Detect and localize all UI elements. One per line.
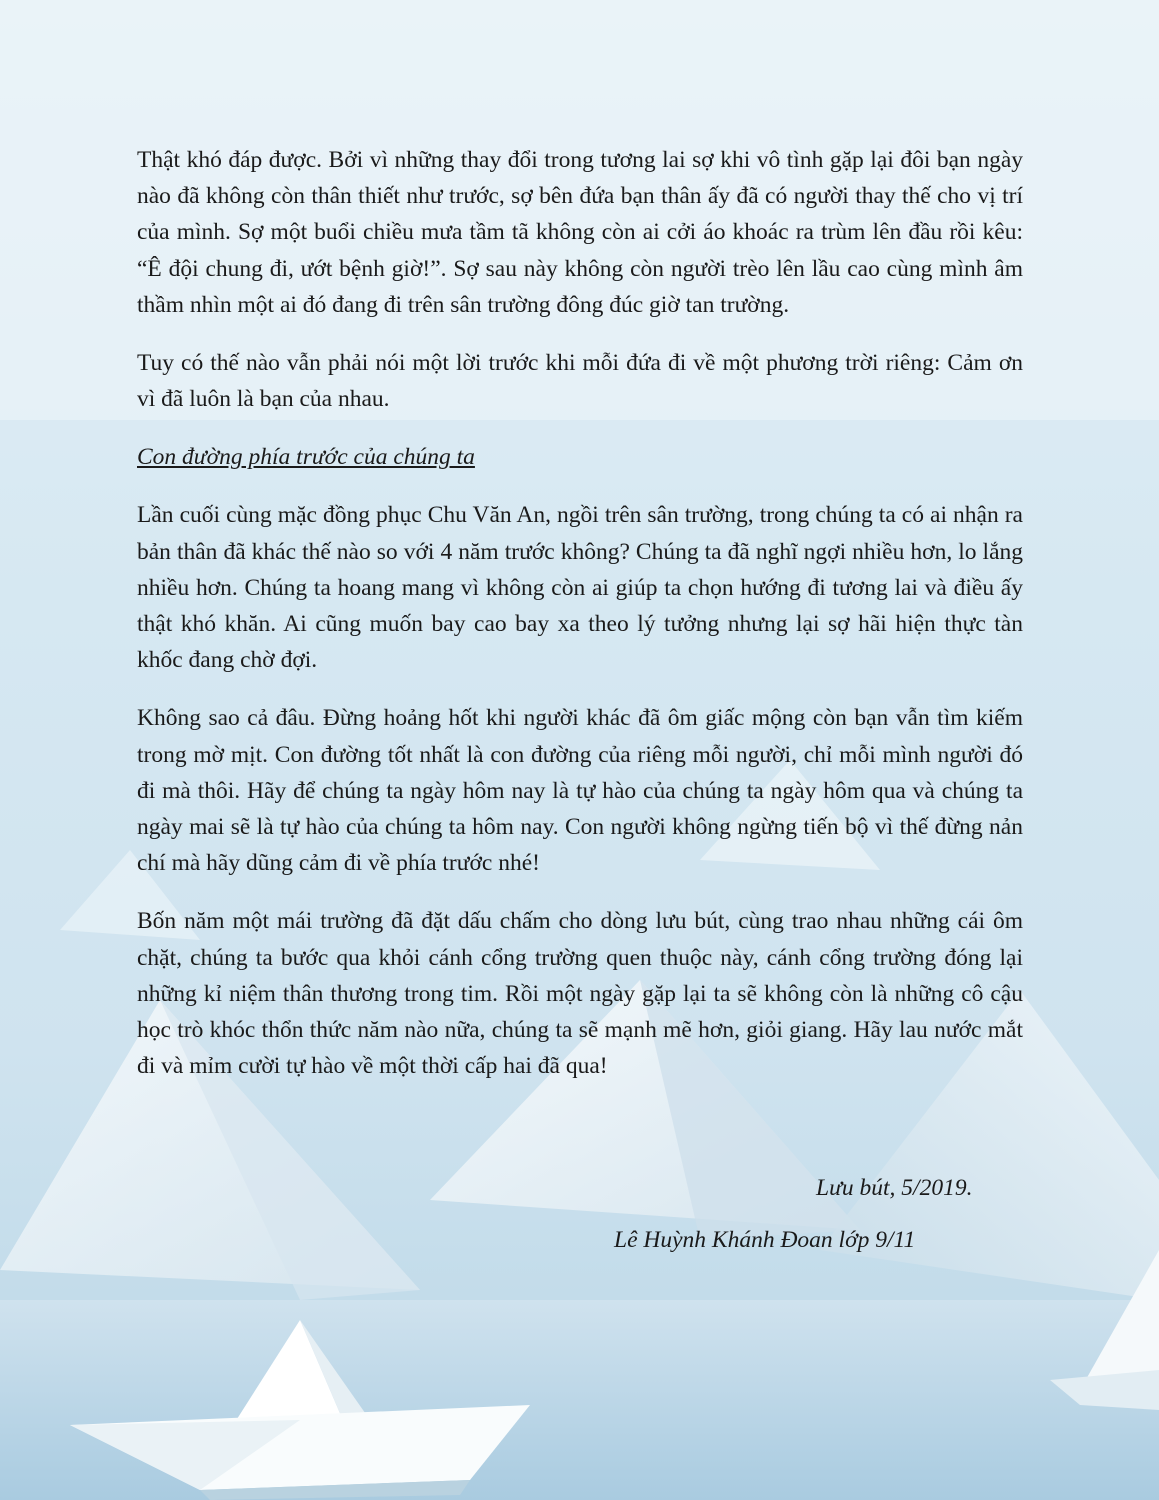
section-heading: Con đường phía trước của chúng ta — [137, 444, 475, 471]
paragraph-four-years: Bốn năm một mái trường đã đặt dấu chấm cho dòng lưu bút, cùng trao nhau những cái ôm chặt, chúng ta bước qua khỏi cánh cổng trường quen thuộc này, cánh cổng trường đóng lại những kỉ niệm thân thương trong tim. Rồi một ngày gặp lại ta sẽ không còn là những cô cậu học trò khóc thổn thức năm nào nữa, chúng ta sẽ mạnh mẽ hơn, giỏi giang. Hãy lau nước mắt đi và mỉm cười tự hào về một thời cấp hai đã qua! — [137, 908, 1023, 1080]
paragraph-last-uniform: Lần cuối cùng mặc đồng phục Chu Văn An, ngồi trên sân trường, trong chúng ta có ai nhận ra bản thân đã khác thế nào so với 4 năm trước không? Chúng ta đã nghĩ ngợi nhiều hơn, lo lắng nhiều hơn. Chúng ta hoang mang vì không còn ai giúp ta chọn hướng đi tương lai và điều ấy thật khó khăn. Ai cũng muốn bay cao bay xa theo lý tưởng nhưng lại sợ hãi hiện thực tàn khốc đang chờ đợi. — [137, 502, 1023, 674]
signature-date: Lưu bút, 5/2019. — [816, 1175, 973, 1201]
paragraph-no-worries: Không sao cả đâu. Đừng hoảng hốt khi người khác đã ôm giấc mộng còn bạn vẫn tìm kiếm trong mờ mịt. Con đường tốt nhất là con đường của riêng mỗi người, chỉ mỗi mình người đó đi mà thôi. Hãy để chúng ta ngày hôm nay là tự hào của chúng ta ngày hôm qua và chúng ta ngày mai sẽ là tự hào của chúng ta hôm nay. Con người không ngừng tiến bộ vì thế đừng nản chí mà hãy dũng cảm đi về phía trước nhé! — [137, 705, 1023, 877]
signature-author: Lê Huỳnh Khánh Đoan lớp 9/11 — [614, 1227, 916, 1253]
paragraph-fear-of-change: Thật khó đáp được. Bởi vì những thay đổi trong tương lai sợ khi vô tình gặp lại đôi bạn ngày nào đã không còn thân thiết như trước, sợ bên đứa bạn thân ấy đã có người thay thế cho vị trí của mình. Sợ một buổi chiều mưa tầm tã không còn ai cởi áo khoác ra trùm lên đầu rồi kêu: “Ê đội chung đi, ướt bệnh giờ!”. Sợ sau này không còn người trèo lên lầu cao cùng mình âm thầm nhìn một ai đó đang đi trên sân trường đông đúc giờ tan trường. — [137, 147, 1023, 318]
paragraph-thank-you: Tuy có thế nào vẫn phải nói một lời trước khi mỗi đứa đi về một phương trời riêng: Cảm ơn vì đã luôn là bạn của nhau. — [137, 350, 1023, 413]
letter-body — [137, 142, 1023, 1106]
